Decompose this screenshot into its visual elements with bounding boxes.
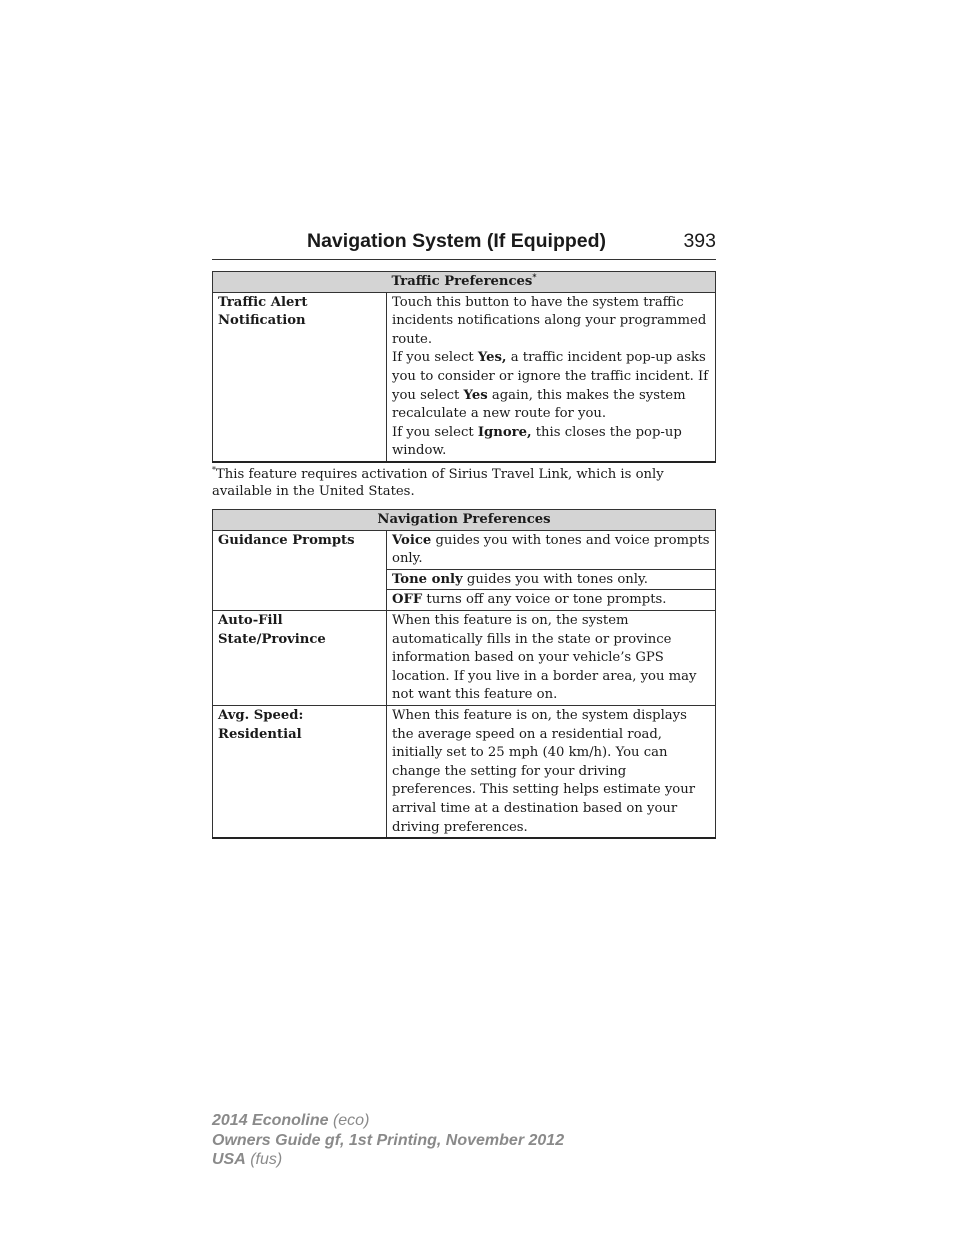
text-run: this closes the pop-up window. bbox=[392, 424, 682, 459]
setting-name-line: Avg. Speed: bbox=[218, 707, 304, 723]
footer-market: USA bbox=[212, 1151, 246, 1168]
table-heading: Navigation Preferences bbox=[213, 510, 716, 531]
text-run: again, this makes the system recalculate a new route for you. bbox=[392, 387, 686, 422]
text-run: guides you with tones and voice prompts only. bbox=[392, 532, 710, 567]
setting-description bbox=[387, 292, 716, 462]
table-heading bbox=[213, 272, 716, 293]
table-row bbox=[213, 610, 716, 705]
bold-term: Ignore, bbox=[477, 424, 532, 440]
table-row bbox=[213, 705, 716, 838]
text-run: a traffic incident pop-up asks you to consider or ignore the traffic incident. If you select bbox=[392, 350, 709, 403]
setting-name bbox=[213, 705, 387, 838]
footer-code: (fus) bbox=[245, 1151, 283, 1168]
footer-line bbox=[212, 1150, 564, 1170]
bold-term: Yes, bbox=[477, 350, 507, 366]
setting-description: When this feature is on, the system displays the average speed on a residential road, initially set to 25 mph (40 km/h). You can change the setting for your driving preferences. This setting helps estimate your arrival time at a destination based on your driving preferences. bbox=[387, 705, 716, 838]
setting-name: Guidance Prompts bbox=[213, 530, 387, 610]
footer-line bbox=[212, 1131, 564, 1151]
setting-name-line: Auto-Fill bbox=[218, 612, 283, 628]
setting-option bbox=[387, 590, 716, 611]
footnote-marker: * bbox=[532, 271, 537, 282]
description-paragraph: Touch this button to have the system traffic incidents notifications along your programmed route. bbox=[392, 294, 707, 347]
description-paragraph bbox=[392, 424, 711, 461]
page-footer bbox=[212, 1111, 564, 1170]
setting-name-line: Residential bbox=[218, 726, 302, 742]
bold-term: Voice bbox=[392, 532, 432, 548]
table-heading-text: Traffic Preferences bbox=[391, 274, 533, 289]
setting-description: When this feature is on, the system automatically fills in the state or province information based on your vehicle’s GPS location. If you live in a border area, you may not want this feature on. bbox=[387, 610, 716, 705]
bold-term: Yes bbox=[463, 387, 488, 403]
setting-option bbox=[387, 530, 716, 569]
setting-name bbox=[213, 610, 387, 705]
text-run: If you select bbox=[392, 424, 478, 440]
footer-code: (eco) bbox=[328, 1112, 370, 1129]
footnote-marker: * bbox=[212, 465, 216, 475]
text-run: guides you with tones only. bbox=[462, 571, 648, 587]
setting-name-line: Notification bbox=[218, 313, 306, 329]
text-run: turns off any voice or tone prompts. bbox=[422, 592, 667, 608]
footer-model: 2014 Econoline bbox=[212, 1112, 329, 1129]
table-row bbox=[213, 292, 716, 462]
setting-name-line: State/Province bbox=[218, 631, 326, 647]
navigation-preferences-table bbox=[212, 509, 716, 839]
page-number: 393 bbox=[683, 230, 716, 252]
bold-term: OFF bbox=[392, 592, 423, 608]
description-paragraph bbox=[392, 349, 711, 423]
setting-name-line: Traffic Alert bbox=[218, 294, 308, 310]
footer-line bbox=[212, 1111, 564, 1131]
section-title: Navigation System (If Equipped) bbox=[307, 230, 607, 252]
footnote bbox=[212, 467, 716, 500]
footnote-text: This feature requires activation of Sirius Travel Link, which is only available in the United States. bbox=[212, 467, 664, 499]
traffic-preferences-table bbox=[212, 271, 716, 463]
footer-printing: Owners Guide gf, 1st Printing, November 2012 bbox=[212, 1131, 565, 1149]
bold-term: Tone only bbox=[392, 571, 463, 587]
setting-option bbox=[387, 569, 716, 590]
text-run: If you select bbox=[392, 350, 478, 366]
page-header bbox=[212, 229, 716, 260]
setting-name bbox=[213, 292, 387, 462]
table-row bbox=[213, 530, 716, 569]
